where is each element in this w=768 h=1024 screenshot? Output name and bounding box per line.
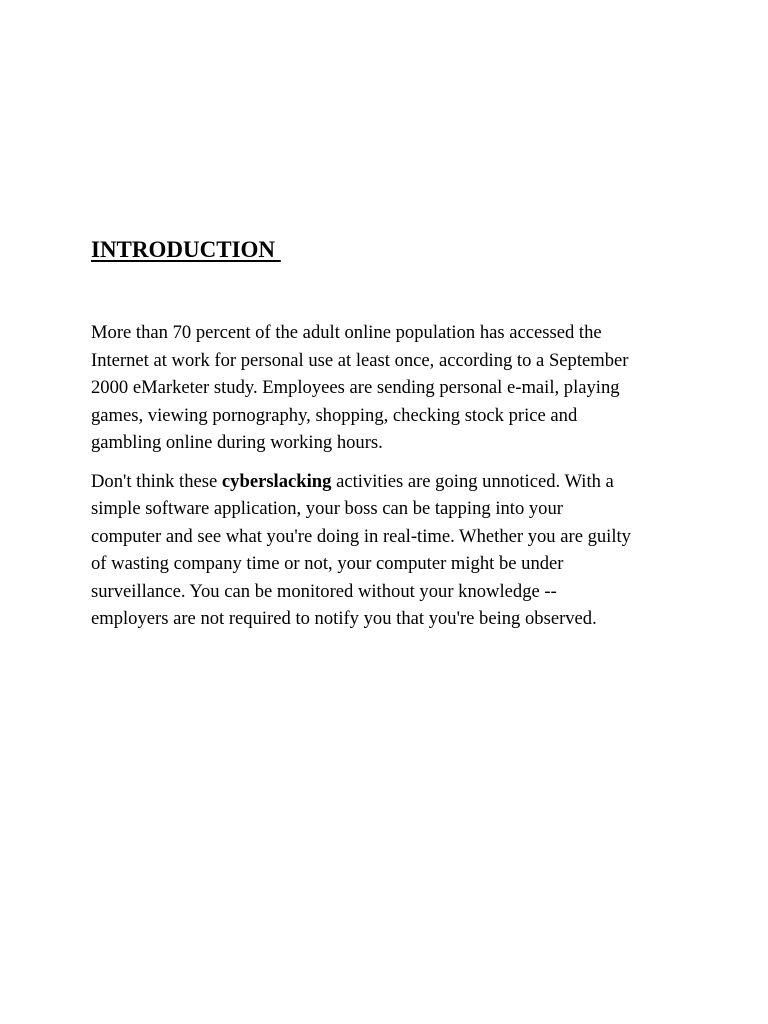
line-text: activities are going unnoticed. With a xyxy=(331,470,614,492)
line-text: Don't think these xyxy=(91,470,222,492)
paragraph-line: Internet at work for personal use at least once, according to a September xyxy=(91,349,629,371)
paragraph-line: gambling online during working hours. xyxy=(91,432,383,453)
paragraph-line: More than 70 percent of the adult online population has accessed the xyxy=(91,322,602,343)
bold-term: cyberslacking xyxy=(221,470,332,492)
paragraph-cyberslacking xyxy=(91,468,691,633)
paragraph-line: simple software application, your boss can be tapping into your xyxy=(91,498,563,519)
section-heading: INTRODUCTION xyxy=(91,237,281,262)
paragraph-line: surveillance. You can be monitored without your knowledge -- xyxy=(91,580,557,602)
paragraph-line xyxy=(91,468,691,496)
paragraph-line: 2000 eMarketer study. Employees are sending personal e-mail, playing xyxy=(91,377,620,398)
paragraph-line: employers are not required to notify you that you're being observed. xyxy=(91,608,597,629)
paragraph-intro xyxy=(91,319,691,457)
document-body xyxy=(91,234,691,633)
paragraph-line: games, viewing pornography, shopping, checking stock price and xyxy=(91,404,578,426)
paragraph-line: of wasting company time or not, your computer might be under xyxy=(91,553,564,574)
paragraph-line: computer and see what you're doing in real-time. Whether you are guilty xyxy=(91,525,631,547)
